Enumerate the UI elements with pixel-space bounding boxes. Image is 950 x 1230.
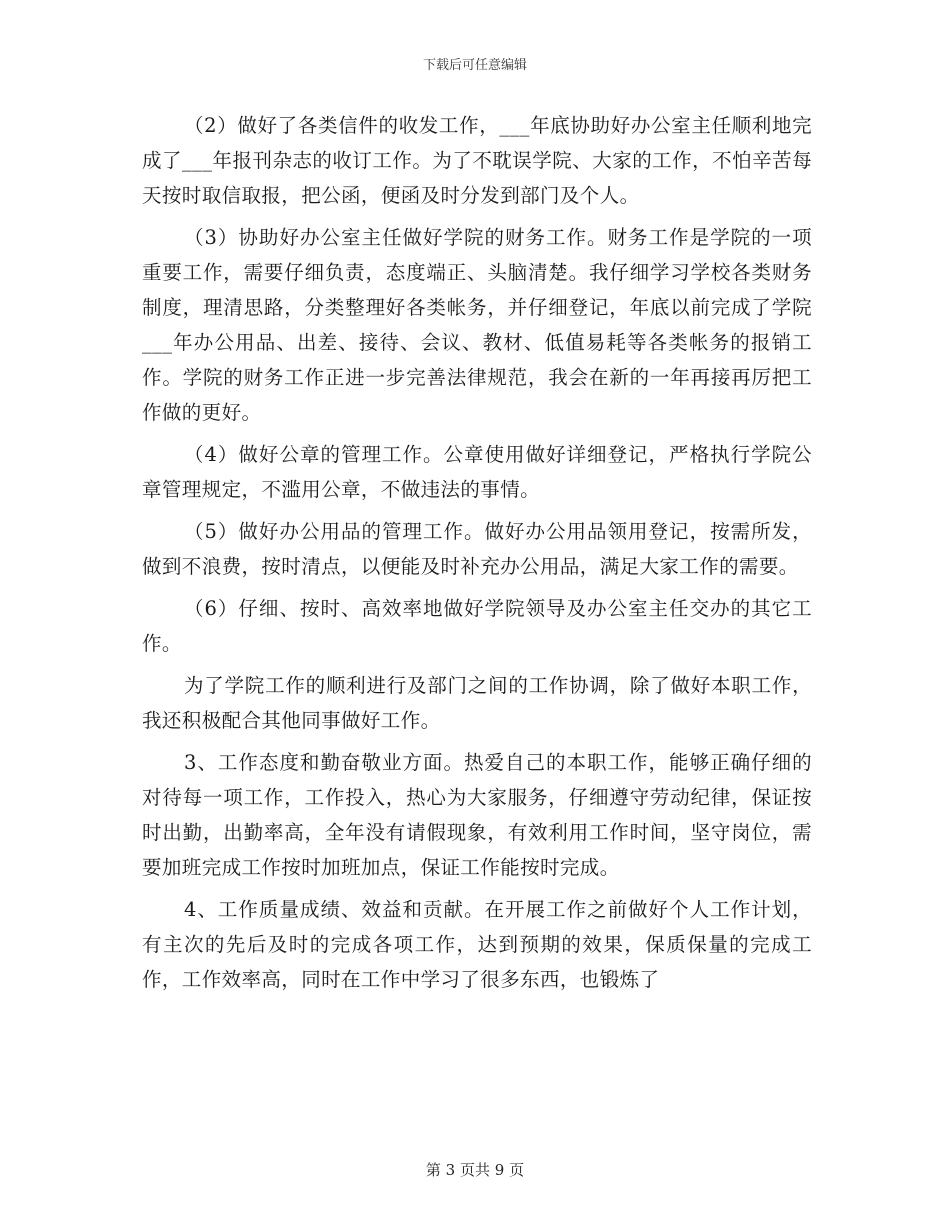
paragraph-item-3: （3）协助好办公室主任做好学院的财务工作。财务工作是学院的一项重要工作，需要仔细负责，态度端正、头脑清楚。我仔细学习学校各类财务制度，理清思路，分类整理好各类帐务，并仔细登记，年底以前完成了学院___年办公用品、出差、接待、会议、教材、低值易耗等各类帐务的报销工作。学院的财务工作正进一步完善法律规范，我会在新的一年再接再厉把工作做的更好。 [142,226,812,424]
paragraph-item-2: （2）做好了各类信件的收发工作，___年底协助好办公室主任顺利地完成了___年报刊杂志的收订工作。为了不耽误学院、大家的工作，不怕辛苦每天按时取信取报，把公函，便函及时分发到部门及个人。 [142,114,812,207]
paragraph-section-4: 4、工作质量成绩、效益和贡献。在开展工作之前做好个人工作计划，有主次的先后及时的完成各项工作，达到预期的效果，保质保量的完成工作，工作效率高，同时在工作中学习了很多东西，也锻炼了 [142,898,812,991]
paragraph-item-5: （5）做好办公用品的管理工作。做好办公用品领用登记，按需所发，做到不浪费，按时清点，以便能及时补充办公用品，满足大家工作的需要。 [142,520,812,578]
page-header: 下载后可任意编辑 [422,58,527,73]
document-body [142,108,812,1004]
paragraph-cooperation: 为了学院工作的顺利进行及部门之间的工作协调，除了做好本职工作，我还积极配合其他同事做好工作。 [142,674,812,732]
paragraph-item-6: （6）仔细、按时、高效率地做好学院领导及办公室主任交办的其它工作。 [142,597,812,655]
paragraph-item-4: （4）做好公章的管理工作。公章使用做好详细登记，严格执行学院公章管理规定，不滥用公章，不做违法的事情。 [142,443,812,501]
page-number: 第 3 页共 9 页 [425,1161,525,1179]
paragraph-section-3: 3、工作态度和勤奋敬业方面。热爱自己的本职工作，能够正确仔细的对待每一项工作，工作投入，热心为大家服务，仔细遵守劳动纪律，保证按时出勤，出勤率高，全年没有请假现象，有效利用工作时间，坚守岗位，需要加班完成工作按时加班加点，保证工作能按时完成。 [142,751,812,879]
